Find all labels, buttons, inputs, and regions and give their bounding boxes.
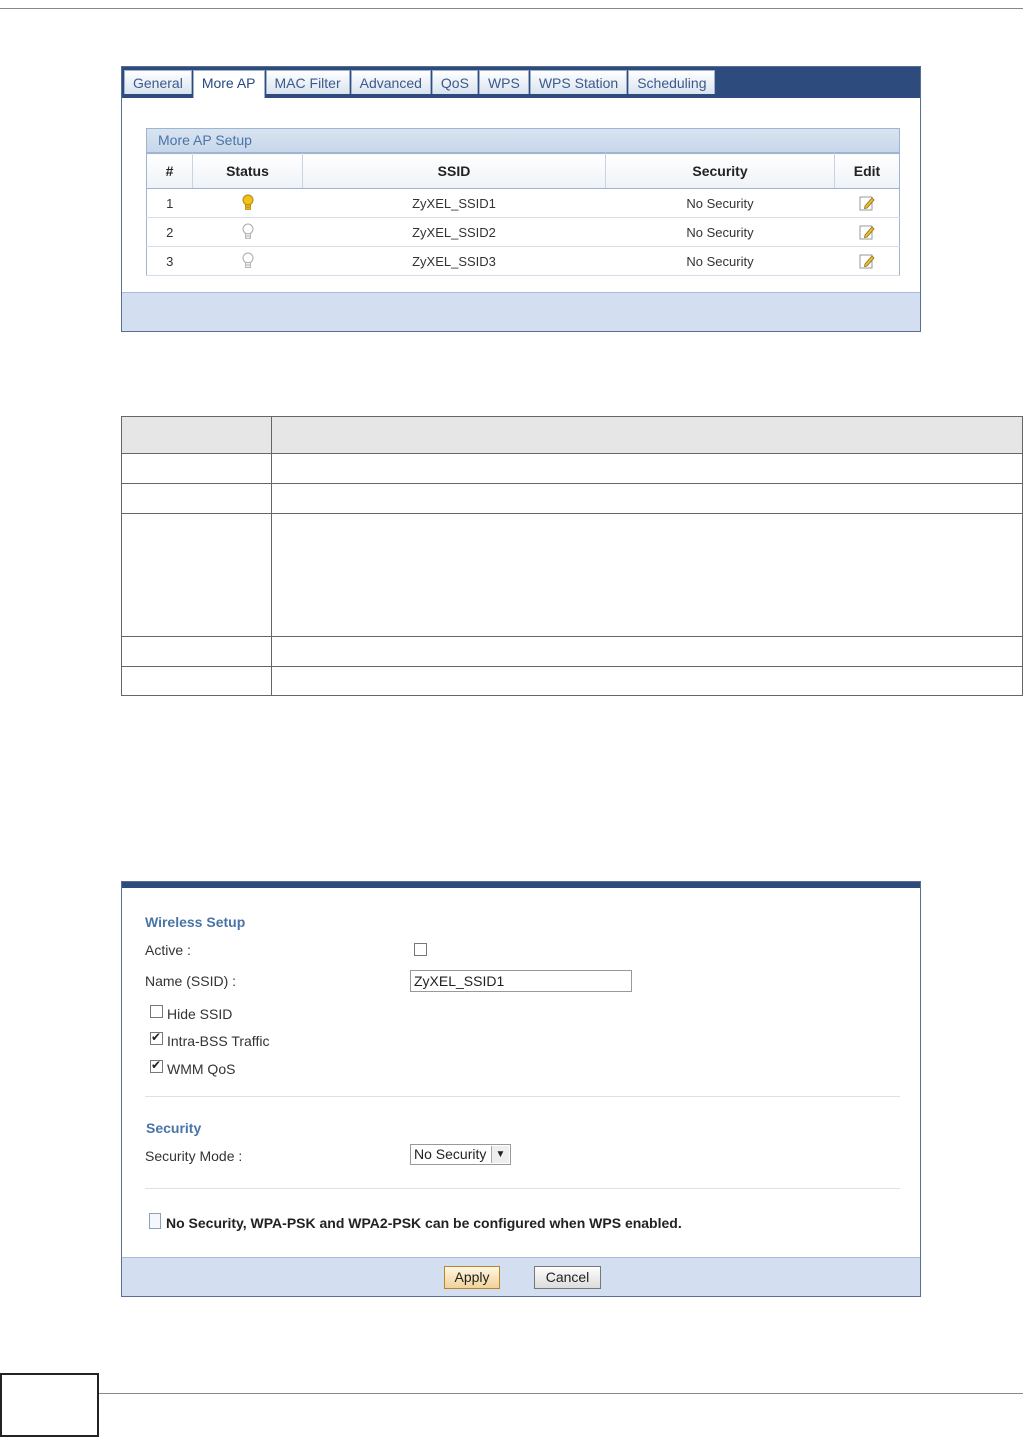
hide-ssid-checkbox[interactable] [150, 1005, 163, 1018]
wmm-qos-label: WMM QoS [167, 1061, 236, 1077]
section-title: More AP Setup [146, 128, 900, 153]
description-cell [272, 484, 1023, 514]
more-ap-window [121, 66, 921, 332]
tab-scheduling[interactable]: Scheduling [628, 70, 715, 94]
active-label: Active : [145, 942, 191, 958]
description-cell [272, 667, 1023, 696]
security-mode-select[interactable] [410, 1144, 511, 1165]
more-ap-table [146, 153, 900, 276]
row-edit [835, 218, 900, 247]
description-cell [122, 484, 272, 514]
column-header-edit: Edit [835, 154, 900, 189]
row-status [193, 218, 303, 247]
row-ssid: ZyXEL_SSID2 [303, 218, 606, 247]
column-header-security: Security [606, 154, 835, 189]
note-icon [149, 1213, 161, 1229]
column-header-num: # [147, 154, 193, 189]
edit-icon[interactable] [858, 194, 876, 212]
edit-icon[interactable] [858, 223, 876, 241]
wps-note: No Security, WPA-PSK and WPA2-PSK can be configured when WPS enabled. [166, 1215, 682, 1231]
tab-more-ap[interactable]: More AP [193, 70, 265, 99]
description-row [122, 667, 1023, 696]
row-status [193, 189, 303, 218]
row-ssid: ZyXEL_SSID1 [303, 189, 606, 218]
description-cell [272, 454, 1023, 484]
tab-wps-station[interactable]: WPS Station [530, 70, 627, 94]
column-header-ssid: SSID [303, 154, 606, 189]
row-security: No Security [606, 247, 835, 276]
active-bulb-icon [241, 194, 255, 212]
intra-bss-label: Intra-BSS Traffic [167, 1033, 270, 1049]
description-cell [122, 637, 272, 667]
description-cell [122, 514, 272, 637]
window-top-bar [122, 882, 920, 888]
security-mode-value: No Security [414, 1146, 487, 1162]
table-row [147, 218, 900, 247]
apply-button[interactable]: Apply [444, 1266, 500, 1289]
footer-rule [0, 1393, 1023, 1394]
description-header-cell [122, 417, 272, 454]
active-checkbox[interactable] [414, 943, 427, 956]
description-row [122, 637, 1023, 667]
more-ap-content [122, 98, 920, 294]
description-row [122, 484, 1023, 514]
chevron-down-icon: ▼ [491, 1146, 509, 1163]
table-header-row [147, 154, 900, 189]
hide-ssid-label: Hide SSID [167, 1006, 233, 1022]
wireless-setup-window [121, 881, 921, 1297]
name-ssid-label: Name (SSID) : [145, 973, 237, 989]
wireless-setup-title: Wireless Setup [145, 914, 246, 930]
tab-bar [122, 67, 920, 98]
row-number: 3 [147, 247, 193, 276]
tab-qos[interactable]: QoS [432, 70, 478, 94]
inactive-bulb-icon [241, 252, 255, 270]
description-table [121, 416, 1023, 696]
row-status [193, 247, 303, 276]
tab-wps[interactable]: WPS [479, 70, 529, 94]
description-row [122, 454, 1023, 484]
table-row [147, 189, 900, 218]
row-number: 1 [147, 189, 193, 218]
row-ssid: ZyXEL_SSID3 [303, 247, 606, 276]
ssid-input[interactable]: ZyXEL_SSID1 [410, 970, 632, 992]
description-cell [272, 637, 1023, 667]
table-row [147, 247, 900, 276]
wireless-setup-footer [122, 1257, 920, 1296]
column-header-status: Status [193, 154, 303, 189]
description-cell [122, 667, 272, 696]
row-security: No Security [606, 189, 835, 218]
divider [145, 1188, 900, 1189]
description-row [122, 514, 1023, 637]
description-cell [272, 514, 1023, 637]
row-number: 2 [147, 218, 193, 247]
more-ap-footer [122, 292, 920, 331]
header-rule [0, 8, 1023, 9]
edit-icon[interactable] [858, 252, 876, 270]
tab-mac-filter[interactable]: MAC Filter [266, 70, 350, 94]
tab-list [124, 70, 716, 99]
description-cell [122, 454, 272, 484]
tab-general[interactable]: General [124, 70, 192, 94]
tab-advanced[interactable]: Advanced [351, 70, 431, 94]
description-header-cell [272, 417, 1023, 454]
security-title: Security [146, 1120, 202, 1136]
cancel-button[interactable]: Cancel [534, 1266, 601, 1289]
intra-bss-checkbox[interactable] [150, 1032, 163, 1045]
page-number-box [0, 1373, 99, 1437]
security-mode-label: Security Mode : [145, 1148, 243, 1164]
row-edit [835, 247, 900, 276]
inactive-bulb-icon [241, 223, 255, 241]
row-security: No Security [606, 218, 835, 247]
row-edit [835, 189, 900, 218]
wmm-qos-checkbox[interactable] [150, 1060, 163, 1073]
description-header-row [122, 417, 1023, 454]
divider [145, 1096, 900, 1097]
